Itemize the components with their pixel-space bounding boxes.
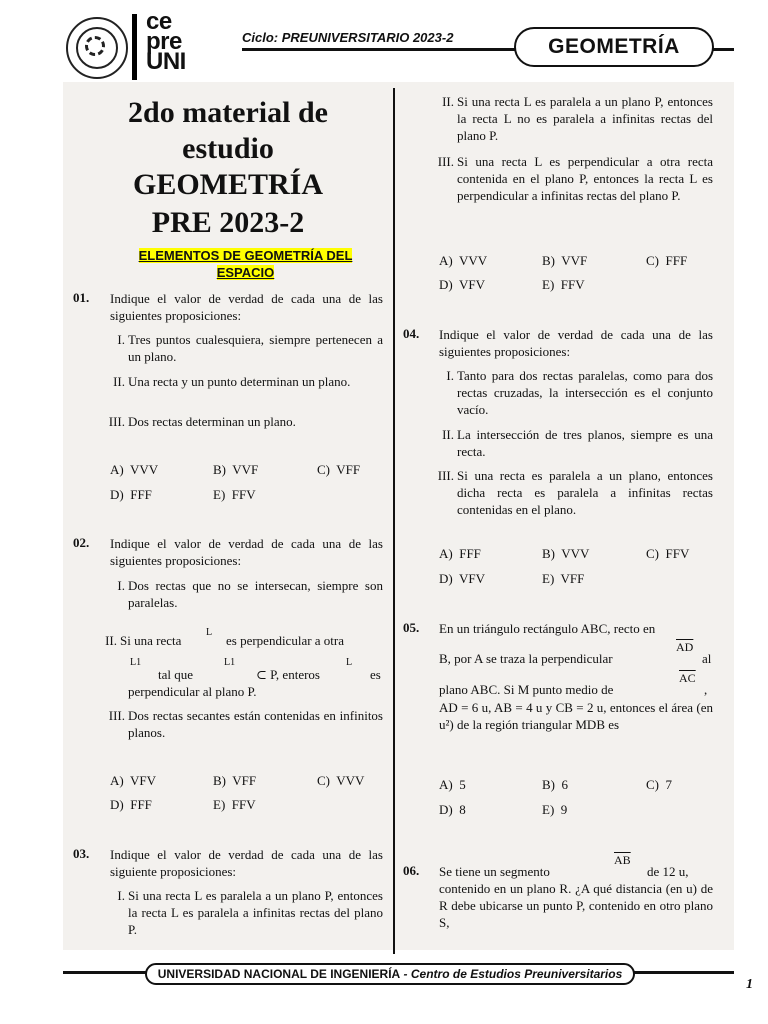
- answer-option[interactable]: A) 5: [439, 777, 466, 792]
- answer-option[interactable]: A) VFV: [110, 773, 156, 788]
- question-number: 03.: [73, 846, 90, 861]
- answer-option[interactable]: D) FFF: [110, 797, 152, 812]
- answer-option[interactable]: E) VFF: [542, 571, 585, 586]
- proposition: II. Si una recta: [105, 633, 182, 648]
- proposition: III. Si una recta L es perpendicular a otra recta contenida en el plano P, entonces la recta L es perpendicular a infinitas rectas del plano P.: [437, 154, 713, 203]
- line-symbol: L1: [130, 657, 142, 668]
- proposition: III. Dos rectas secantes están contenidas en infinitos planos.: [108, 708, 383, 740]
- answer-option[interactable]: B) VVV: [542, 546, 590, 561]
- university-seal-icon: [66, 17, 128, 79]
- answer-option[interactable]: C) FFF: [646, 253, 688, 268]
- proposition-text: es perpendicular a otra: [226, 633, 345, 648]
- header-rule-right: [712, 48, 734, 51]
- proposition: III. Dos rectas determinan un plano.: [108, 414, 296, 429]
- proposition-text: tal que: [158, 667, 194, 682]
- segment-label: $\overline{AB}$: [614, 853, 631, 867]
- column-separator: [393, 88, 395, 954]
- question-text: Se tiene un segmento: [439, 864, 550, 879]
- answer-option[interactable]: D) 8: [439, 802, 466, 817]
- answer-option[interactable]: C) VFF: [317, 462, 361, 477]
- header-rule: [242, 48, 518, 51]
- document-title: 2do material de estudio GEOMETRÍA PRE 2023-2: [128, 96, 328, 239]
- question-text: Indique el valor de verdad de cada una de las siguientes proposiciones:: [110, 291, 383, 323]
- header-divider: [132, 14, 137, 80]
- question-text: Indique el valor de verdad de cada una de las siguientes proposiciones:: [110, 536, 383, 568]
- answer-option[interactable]: A) VVV: [110, 462, 159, 477]
- answer-option[interactable]: A) VVV: [439, 253, 488, 268]
- proposition: II. La intersección de tres planos, siempre es una recta.: [442, 427, 713, 459]
- answer-option[interactable]: C) 7: [646, 777, 672, 792]
- answer-option[interactable]: C) FFV: [646, 546, 690, 561]
- answer-option[interactable]: B) VVF: [542, 253, 588, 268]
- question-number: 02.: [73, 535, 90, 550]
- question-text: Indique el valor de verdad de cada una de las siguientes proposiciones:: [439, 327, 713, 359]
- question-number: 05.: [403, 620, 420, 635]
- proposition-text: perpendicular al plano P.: [128, 684, 257, 699]
- proposition: III. Si una recta es paralela a un plano, entonces dicha recta es paralela a infinitas rectas contenidas en el plano.: [437, 468, 713, 517]
- question-text: contenido en un plano R. ¿A qué distancia (en u) de R debe ubicarse un punto P, contenido en otro plano S,: [439, 881, 713, 930]
- line-symbol: L: [206, 627, 213, 638]
- question-number: 01.: [73, 290, 90, 305]
- answer-option[interactable]: D) FFF: [110, 487, 152, 502]
- page-number: 1: [746, 977, 753, 992]
- line-symbol: L: [346, 657, 353, 668]
- question-number: 04.: [403, 326, 420, 341]
- answer-option[interactable]: A) FFF: [439, 546, 481, 561]
- proposition: I. Dos rectas que no se intersecan, siempre son paralelas.: [117, 578, 383, 610]
- question-text: B, por A se traza la perpendicular: [439, 651, 613, 666]
- question-text: Indique el valor de verdad de cada una de las siguiente proposiciones:: [110, 847, 383, 879]
- proposition-text: es: [370, 667, 381, 682]
- segment-label: $\overline{AD}$: [676, 640, 694, 654]
- answer-option[interactable]: B) VVF: [213, 462, 259, 477]
- question-text: de 12 u,: [647, 864, 689, 879]
- proposition: I. Tanto para dos rectas paralelas, como para dos rectas cruzadas, la intersección es el conjunto vacío.: [446, 368, 713, 417]
- answer-option[interactable]: B) 6: [542, 777, 568, 792]
- answer-option[interactable]: E) FFV: [213, 487, 256, 502]
- line-symbol: L1: [224, 657, 236, 668]
- answer-option[interactable]: D) VFV: [439, 277, 485, 292]
- question-text: al: [702, 651, 712, 666]
- answer-option[interactable]: D) VFV: [439, 571, 485, 586]
- proposition-text: ⊂ P, enteros: [256, 667, 320, 682]
- question-text: En un triángulo rectángulo ABC, recto en: [439, 621, 656, 636]
- answer-option[interactable]: E) FFV: [542, 277, 585, 292]
- cepre-uni-logo: ce pre UNI: [146, 8, 186, 75]
- segment-label: $\overline{AC}$: [679, 671, 696, 685]
- cycle-label: Ciclo: PREUNIVERSITARIO 2023-2: [242, 30, 454, 45]
- footer-banner: UNIVERSIDAD NACIONAL DE INGENIERÍA - Centro de Estudios Preuniversitarios: [145, 963, 635, 985]
- answer-option[interactable]: E) 9: [542, 802, 568, 817]
- answer-option[interactable]: C) VVV: [317, 773, 365, 788]
- section-heading: ELEMENTOS DE GEOMETRÍA DEL ESPACIO: [138, 248, 353, 280]
- proposition: II. Si una recta L es paralela a un plano P, entonces la recta L no es paralela a infinitas rectas del plano P.: [442, 94, 713, 143]
- subject-badge: GEOMETRÍA: [514, 27, 714, 67]
- proposition: I. Tres puntos cualesquiera, siempre pertenecen a un plano.: [117, 332, 383, 364]
- question-text: AD = 6 u, AB = 4 u y CB = 2 u, entonces el área (en u²) de la región triangular MDB es: [439, 700, 713, 732]
- proposition: II. Una recta y un punto determinan un plano.: [113, 374, 351, 389]
- question-number: 06.: [403, 863, 420, 878]
- answer-option[interactable]: E) FFV: [213, 797, 256, 812]
- question-text: plano ABC. Si M punto medio de: [439, 682, 614, 697]
- answer-option[interactable]: B) VFF: [213, 773, 257, 788]
- proposition: I. Si una recta L es paralela a un plano P, entonces la recta L es paralela a infinitas rectas del plano P.: [117, 888, 383, 937]
- question-text: ,: [704, 682, 708, 697]
